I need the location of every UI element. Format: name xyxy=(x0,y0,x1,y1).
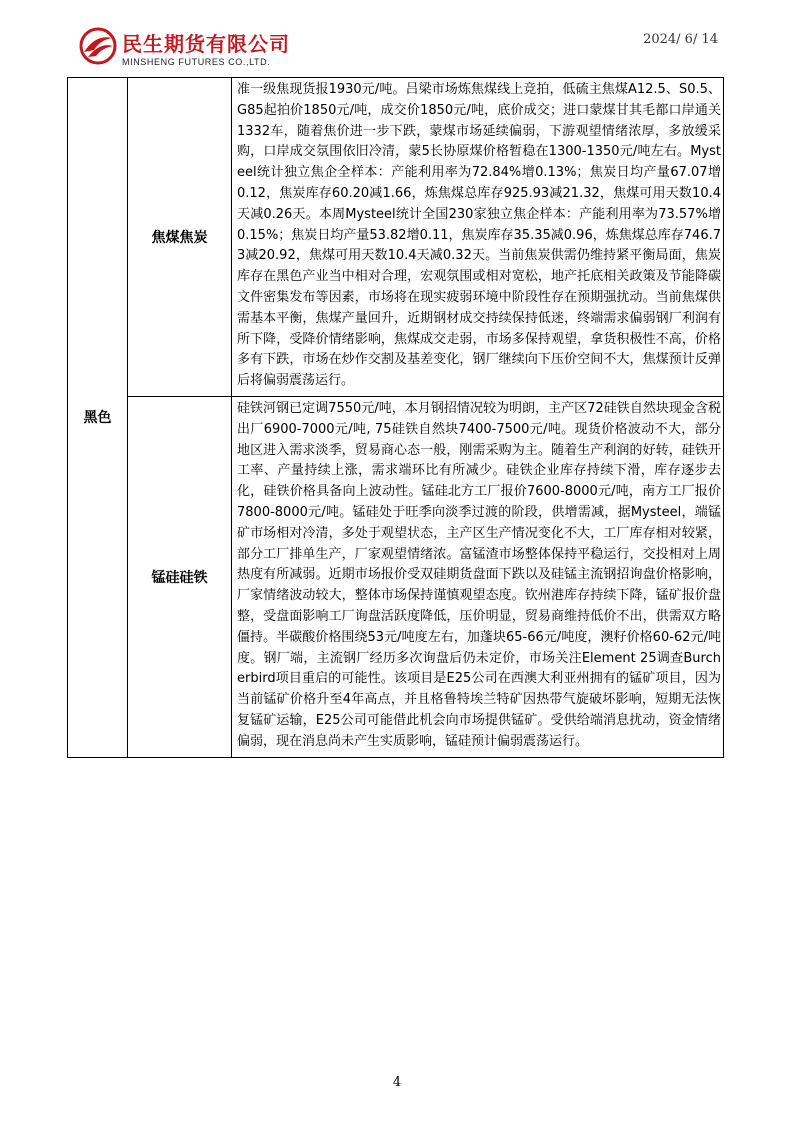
page-number: 4 xyxy=(392,1075,402,1090)
company-name-en: MINSHENG FUTURES CO.,LTD. xyxy=(122,57,271,67)
page-header xyxy=(78,26,718,72)
report-date: 2024/ 6/ 14 xyxy=(643,32,718,47)
minsheng-logo-icon xyxy=(78,26,118,66)
commentary-text: 准一级焦现货报1930元/吨。吕梁市场炼焦煤线上竞拍，低硫主焦煤A12.5、S0.5、G85起拍价1850元/吨，成交价1850元/吨，底价成交；进口蒙煤甘其毛都口岸通关1332车，随着焦价进一步下跌，蒙煤市场延续偏弱，下游观望情绪浓厚，多放缓采购，口岸成交氛围依旧冷清，蒙5长协原煤价格暂稳在1300-1350元/吨左右。Mysteel统计独立焦企全样本：产能利用率为72.84%增0.13%；焦炭日均产量67.07增0.12，焦炭库存60.20减1.66，炼焦煤总库存925.93减21.32，焦煤可用天数10.4天减0.26天。本周Mysteel统计全国230家独立焦企样本：产能利用率为73.57%增0.15%；焦炭日均产量53.82增0.11，焦炭库存35.35减0.96，炼焦煤总库存746.73减20.92，焦煤可用天数10.4天减0.32天。当前焦炭供需仍维持紧平衡局面，焦炭库存在黑色产业当中相对合理，宏观氛围或相对宽松，地产托底相关政策及节能降碳文件密集发布等因素，市场将在现实疲弱环境中阶段性存在预期强扰动。当前焦煤供需基本平衡，焦煤产量回升，近期钢材成交持续保持低迷，终端需求偏弱钢厂利润有所下降，受降价情绪影响，焦煤成交走弱，市场多保持观望，拿货积极性不高，价格多有下跌，市场在炒作交割及基差变化，钢厂继续向下压价空间不大，焦煤预计反弹后将偏弱震荡运行。 xyxy=(232,78,724,397)
commentary-text: 硅铁河钢已定调7550元/吨，本月钢招情况较为明朗，主产区72硅铁自然块现金含税出厂6900-7000元/吨, 75硅铁自然块7400-7500元/吨。现货价格波动不大，部分地区进入需求淡季，贸易商心态一般，刚需采购为主。随着生产利润的好转，硅铁开工率、产量持续上涨，需求端环比有所减少。硅铁企业库存持续下滑，库存逐步去化，硅铁价格具备向上波动性。锰硅北方工厂报价7600-8000元/吨，南方工厂报价7800-8000元/吨。锰硅处于旺季向淡季过渡的阶段，供增需减，据Mysteel，端锰矿市场相对冷清，多处于观望状态，主产区生产情况变化不大，工厂库存相对较紧，部分工厂排单生产，厂家观望情绪浓。富锰渣市场整体保持平稳运行，交投相对上周热度有所减弱。近期市场报价受双硅期货盘面下跌以及硅锰主流钢招询盘价格影响，厂家情绪波动较大，整体市场保持谨慎观望态度。钦州港库存持续下降，锰矿报价盘整，受盘面影响工厂询盘活跃度降低，压价明显，贸易商维持低价不出，供需双方略僵持。半碳酸价格围绕53元/吨度左右，加蓬块65-66元/吨度，澳籽价格60-62元/吨度。钢厂端，主流钢厂经历多次询盘后仍未定价，市场关注Element 25调查Burcherbird项目重启的可能性。该项目是E25公司在西澳大利亚州拥有的锰矿项目，因为当前锰矿价格升至4年高点，并且格鲁特埃兰特矿因热带气旋破坏影响，短期无法恢复锰矿运输，E25公司可能借此机会向市场提供锰矿。受供给端消息扰动，资金情绪偏弱，现在消息尚未产生实质影响，锰硅预计偏弱震荡运行。 xyxy=(232,396,724,757)
table-row xyxy=(68,396,724,757)
subcategory-cell: 锰硅硅铁 xyxy=(128,396,232,757)
commentary-table xyxy=(67,77,724,758)
subcategory-cell: 焦煤焦炭 xyxy=(128,78,232,397)
category-cell: 黑色 xyxy=(68,78,128,758)
table-row xyxy=(68,78,724,397)
company-name-cn: 民生期货有限公司 xyxy=(122,32,290,56)
